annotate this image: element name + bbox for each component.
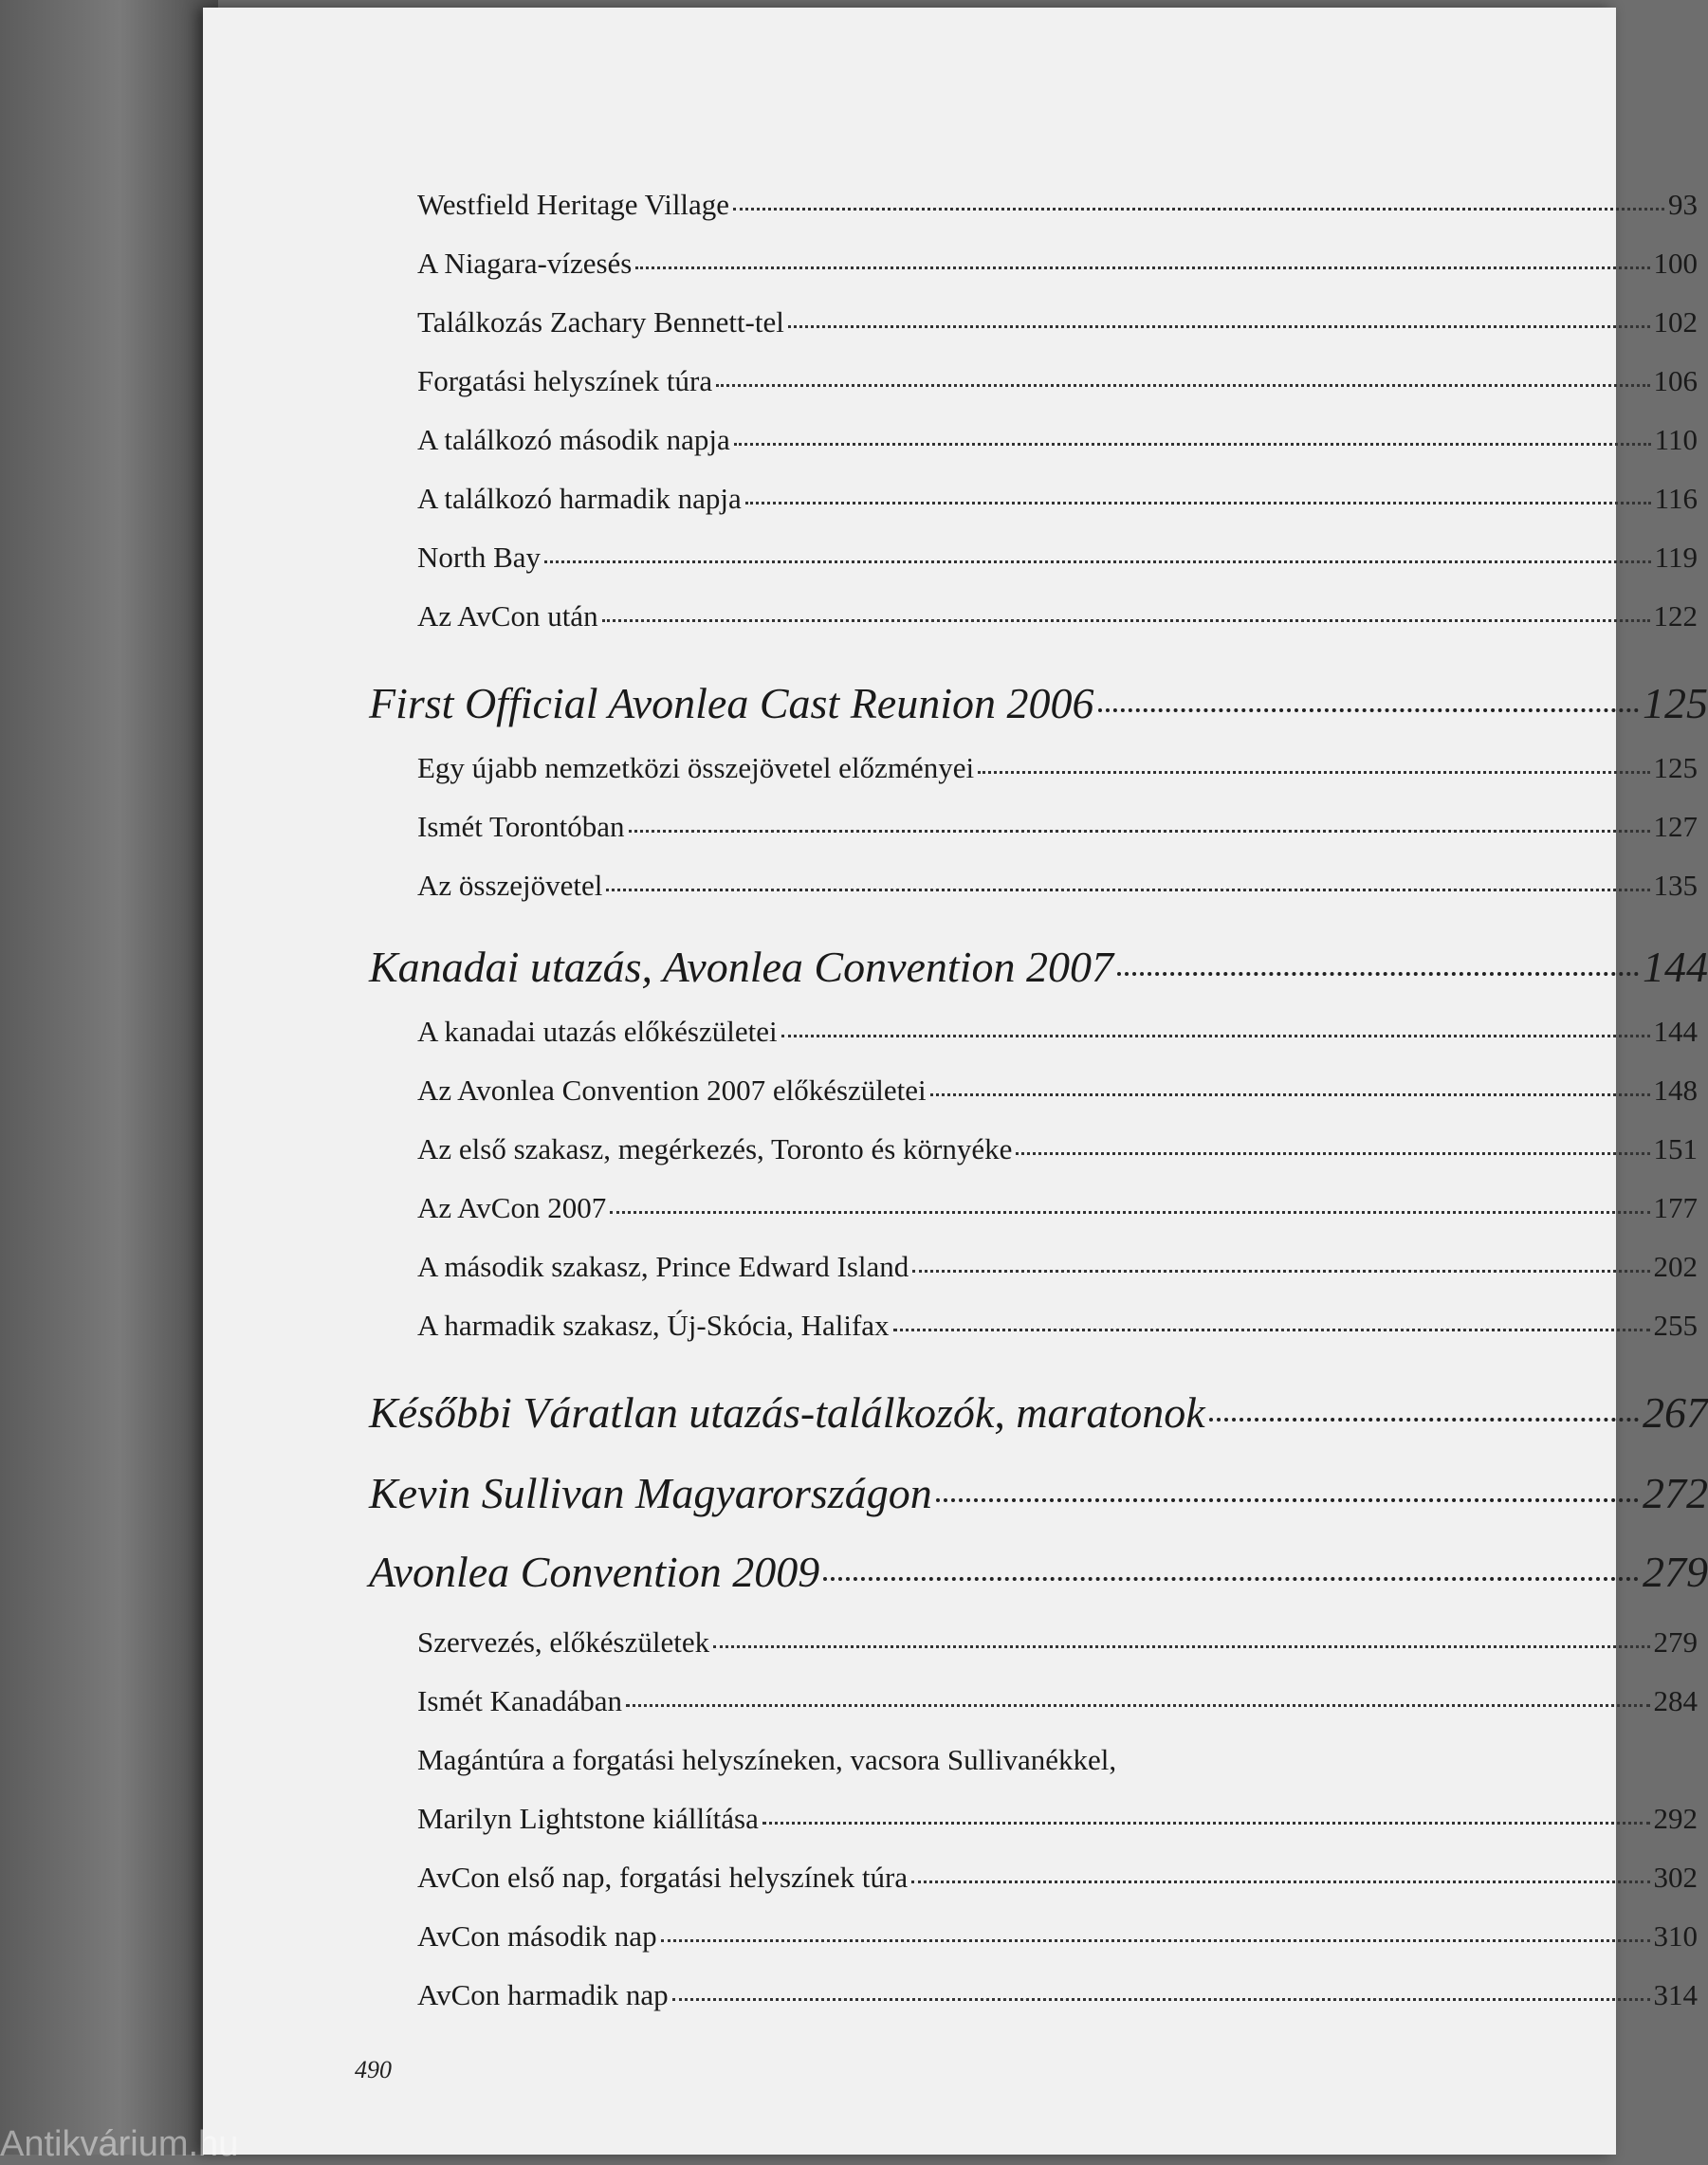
- entry-title: Kevin Sullivan Magyarországon: [369, 1469, 932, 1517]
- entry-title: AvCon első nap, forgatási helyszínek túra: [417, 1861, 909, 1894]
- entry-title: Későbbi Váratlan utazás-találkozók, maratonok: [369, 1388, 1205, 1437]
- entry-page-number: 302: [1653, 1861, 1698, 1894]
- entry-page-number: 93: [1668, 188, 1698, 221]
- entry-page-number: 125: [1643, 679, 1708, 727]
- background-surface: [0, 0, 218, 2155]
- entry-title: Az Avonlea Convention 2007 előkészületei: [417, 1073, 927, 1107]
- entry-title: Találkozás Zachary Bennett-tel: [417, 305, 784, 339]
- entry-page-number: 135: [1653, 869, 1698, 902]
- toc-section-entry: [417, 423, 1698, 457]
- toc-section-entry: [417, 1684, 1698, 1718]
- toc-section-entry: [417, 751, 1698, 785]
- entry-page-number: 119: [1654, 541, 1698, 574]
- dot-leader: [610, 1211, 1649, 1214]
- toc-section-entry: [417, 599, 1698, 633]
- dot-leader: [672, 1998, 1650, 2001]
- entry-page-number: 202: [1653, 1250, 1698, 1283]
- dot-leader: [734, 443, 1651, 446]
- entry-title: AvCon harmadik nap: [417, 1978, 669, 2011]
- dot-leader: [606, 889, 1649, 891]
- entry-title: Az első szakasz, megérkezés, Toronto és környéke: [417, 1132, 1013, 1165]
- toc-section-entry: [417, 810, 1698, 844]
- entry-page-number: 125: [1653, 751, 1698, 784]
- entry-title: Egy újabb nemzetközi összejövetel előzményei: [417, 751, 975, 784]
- dot-leader: [1098, 708, 1639, 712]
- entry-title: Az AvCon 2007: [417, 1191, 607, 1224]
- entry-title: Kanadai utazás, Avonlea Convention 2007: [369, 943, 1113, 991]
- dot-leader: [544, 560, 1651, 563]
- toc-section-entry: [417, 188, 1698, 222]
- entry-page-number: 255: [1653, 1309, 1698, 1342]
- entry-title: Ismét Kanadában: [417, 1684, 623, 1717]
- dot-leader: [978, 771, 1649, 774]
- dot-leader: [716, 384, 1649, 387]
- entry-page-number: 284: [1653, 1684, 1698, 1717]
- entry-page-number: 310: [1653, 1919, 1698, 1953]
- toc-chapter-entry: [369, 942, 1708, 992]
- entry-page-number: 279: [1653, 1625, 1698, 1659]
- dot-leader: [930, 1093, 1650, 1096]
- entry-title: Az összejövetel: [417, 869, 603, 902]
- entry-title: Szervezés, előkészületek: [417, 1625, 710, 1659]
- dot-leader: [762, 1822, 1650, 1825]
- toc-section-entry: [417, 1132, 1698, 1166]
- entry-page-number: 116: [1654, 482, 1698, 515]
- entry-page-number: 144: [1643, 943, 1708, 991]
- toc-section-entry: [417, 1625, 1698, 1660]
- dot-leader: [1117, 972, 1639, 976]
- dot-leader: [629, 830, 1650, 833]
- toc-section-entry: [417, 1073, 1698, 1108]
- toc-section-entry: [417, 1743, 1698, 1777]
- dot-leader: [1209, 1418, 1639, 1422]
- toc-chapter-entry: [369, 1547, 1708, 1597]
- entry-title: Marilyn Lightstone kiállítása: [417, 1802, 759, 1835]
- entry-page-number: 292: [1653, 1802, 1698, 1835]
- entry-page-number: 100: [1653, 247, 1698, 280]
- entry-title: A Niagara-vízesés: [417, 247, 633, 280]
- dot-leader: [823, 1577, 1639, 1581]
- entry-title: Avonlea Convention 2009: [369, 1548, 820, 1596]
- toc-section-entry: [417, 1861, 1698, 1895]
- entry-title: Forgatási helyszínek túra: [417, 364, 713, 397]
- toc-section-entry: [417, 541, 1698, 575]
- dot-leader: [661, 1939, 1650, 1942]
- entry-title: A találkozó harmadik napja: [417, 482, 742, 515]
- toc-section-entry: [417, 1309, 1698, 1343]
- entry-page-number: 151: [1653, 1132, 1698, 1165]
- dot-leader: [733, 208, 1664, 211]
- toc-section-entry: [417, 364, 1698, 398]
- entry-page-number: 314: [1653, 1978, 1698, 2011]
- entry-title: Ismét Torontóban: [417, 810, 625, 843]
- entry-title: A második szakasz, Prince Edward Island: [417, 1250, 909, 1283]
- entry-title: Magántúra a forgatási helyszíneken, vacsora Sullivanékkel,: [417, 1743, 1117, 1776]
- entry-page-number: 148: [1653, 1073, 1698, 1107]
- entry-title: First Official Avonlea Cast Reunion 2006: [369, 679, 1094, 727]
- entry-title: A találkozó második napja: [417, 423, 730, 456]
- dot-leader: [635, 266, 1649, 269]
- toc-section-entry: [417, 1978, 1698, 2012]
- dot-leader: [745, 502, 1651, 505]
- toc-chapter-entry: [369, 1387, 1708, 1438]
- entry-page-number: 106: [1653, 364, 1698, 397]
- dot-leader: [788, 325, 1650, 328]
- entry-page-number: 110: [1654, 423, 1698, 456]
- toc-section-entry: [417, 1250, 1698, 1284]
- toc-section-entry: [417, 482, 1698, 516]
- dot-leader: [1016, 1152, 1649, 1155]
- dot-leader: [911, 1881, 1649, 1883]
- table-of-contents: [203, 8, 1708, 2155]
- toc-section-entry: [417, 869, 1698, 903]
- dot-leader: [626, 1704, 1649, 1707]
- entry-title: North Bay: [417, 541, 542, 574]
- dot-leader: [602, 619, 1650, 622]
- toc-section-entry: [417, 1015, 1698, 1049]
- entry-title: AvCon második nap: [417, 1919, 657, 1953]
- toc-chapter-entry: [369, 678, 1708, 728]
- entry-page-number: 102: [1653, 305, 1698, 339]
- toc-section-entry: [417, 1802, 1698, 1836]
- toc-section-entry: [417, 1191, 1698, 1225]
- book-page: [203, 8, 1708, 2155]
- entry-page-number: 267: [1643, 1388, 1708, 1437]
- entry-page-number: 279: [1643, 1548, 1708, 1596]
- toc-section-entry: [417, 1919, 1698, 1954]
- entry-page-number: 177: [1653, 1191, 1698, 1224]
- dot-leader: [893, 1329, 1650, 1331]
- toc-section-entry: [417, 247, 1698, 281]
- toc-section-entry: [417, 305, 1698, 339]
- dot-leader: [781, 1035, 1650, 1037]
- toc-chapter-entry: [369, 1468, 1708, 1518]
- entry-title: Az AvCon után: [417, 599, 598, 633]
- dot-leader: [713, 1645, 1649, 1648]
- entry-title: A harmadik szakasz, Új-Skócia, Halifax: [417, 1309, 890, 1342]
- entry-title: A kanadai utazás előkészületei: [417, 1015, 778, 1048]
- entry-page-number: 122: [1653, 599, 1698, 633]
- entry-page-number: 144: [1653, 1015, 1698, 1048]
- dot-leader: [936, 1498, 1639, 1502]
- entry-page-number: 272: [1643, 1469, 1708, 1517]
- entry-page-number: 127: [1653, 810, 1698, 843]
- page-number: 490: [355, 2056, 392, 2083]
- dot-leader: [912, 1270, 1649, 1273]
- watermark-text: Antikvárium.hu: [0, 2124, 239, 2164]
- entry-title: Westfield Heritage Village: [417, 188, 730, 221]
